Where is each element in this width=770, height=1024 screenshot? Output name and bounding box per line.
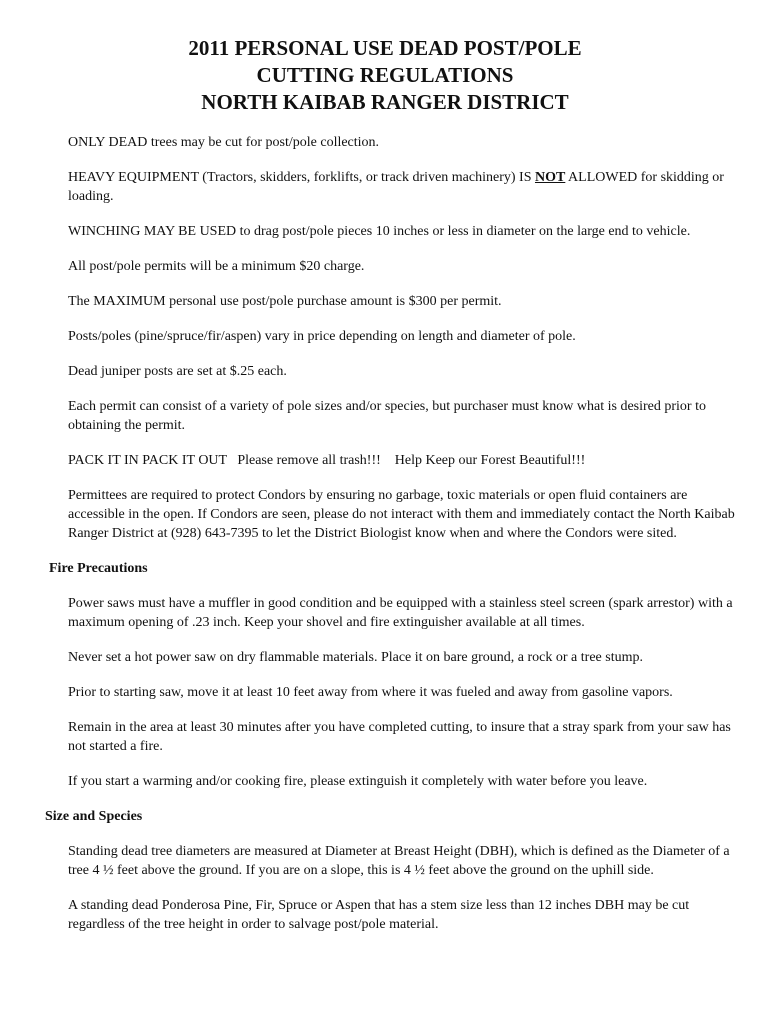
paragraph-condors: Permittees are required to protect Condors by ensuring no garbage, toxic materials or open fluid containers are accessible in the open. If Condors are seen, please do not interact with them and immediately contact the North Kaibab Ranger District at (928) 643-7395 to let the District Biologist know when and where the Condors were sited. (68, 488, 735, 541)
paragraph-dead-trees: ONLY DEAD trees may be cut for post/pole collection. (68, 135, 380, 150)
not-emphasis: NOT (534, 170, 566, 185)
paragraph-heavy-equipment (68, 168, 744, 206)
paragraph-standing-dead-tree: A standing dead Ponderosa Pine, Fir, Spruce or Aspen that has a stem size less than 12 inches DBH may be cut regardless of the tree height in order to salvage post/pole material. (68, 898, 690, 932)
title-line-3: NORTH KAIBAB RANGER DISTRICT (201, 90, 569, 114)
paragraph-starting-saw: Prior to starting saw, move it at least 10 feet away from where it was fueled and away from gasoline vapors. (68, 685, 673, 700)
paragraph-juniper-price: Dead juniper posts are set at $.25 each. (68, 364, 287, 379)
paragraph-remain-in-area: Remain in the area at least 30 minutes after you have completed cutting, to insure that a stray spark from your saw has not started a fire. (68, 720, 731, 754)
title-line-1: 2011 PERSONAL USE DEAD POST/POLE (188, 36, 582, 60)
paragraph-dbh-definition: Standing dead tree diameters are measured at Diameter at Breast Height (DBH), which is defined as the Diameter of a tree 4 ½ feet above the ground. If you are on a slope, this is 4 ½ feet above the ground on the uphill side. (68, 844, 730, 878)
heavy-equipment-text-end: ALLOWED for skidding or loading. (68, 170, 724, 204)
paragraph-winching: WINCHING MAY BE USED to drag post/pole pieces 10 inches or less in diameter on the large end to vehicle. (68, 224, 691, 239)
paragraph-power-saws: Power saws must have a muffler in good condition and be equipped with a stainless steel screen (spark arrestor) with a maximum opening of .23 inch. Keep your shovel and fire extinguisher available at all times. (68, 596, 733, 630)
title-line-2: CUTTING REGULATIONS (256, 63, 514, 87)
paragraph-minimum-charge: All post/pole permits will be a minimum $20 charge. (68, 259, 365, 274)
fire-precautions-heading: Fire Precautions (49, 561, 148, 576)
size-species-heading: Size and Species (45, 809, 143, 824)
paragraph-pack-it-out: PACK IT IN PACK IT OUT Please remove all trash!!! Help Keep our Forest Beautiful!!! (68, 453, 586, 468)
heavy-equipment-text-start: HEAVY EQUIPMENT (Tractors, skidders, forklifts, or track driven machinery) IS (68, 170, 535, 185)
paragraph-pole-pricing: Posts/poles (pine/spruce/fir/aspen) vary in price depending on length and diameter of pole. (68, 329, 576, 344)
paragraph-maximum-amount: The MAXIMUM personal use post/pole purchase amount is $300 per permit. (68, 294, 502, 309)
paragraph-permit-variety: Each permit can consist of a variety of pole sizes and/or species, but purchaser must know what is desired prior to obtaining the permit. (68, 399, 706, 433)
document-title (0, 35, 770, 116)
document-body (45, 133, 744, 950)
paragraph-warming-fire: If you start a warming and/or cooking fire, please extinguish it completely with water before you leave. (68, 774, 648, 789)
paragraph-hot-saw: Never set a hot power saw on dry flammable materials. Place it on bare ground, a rock or a tree stump. (68, 650, 643, 665)
